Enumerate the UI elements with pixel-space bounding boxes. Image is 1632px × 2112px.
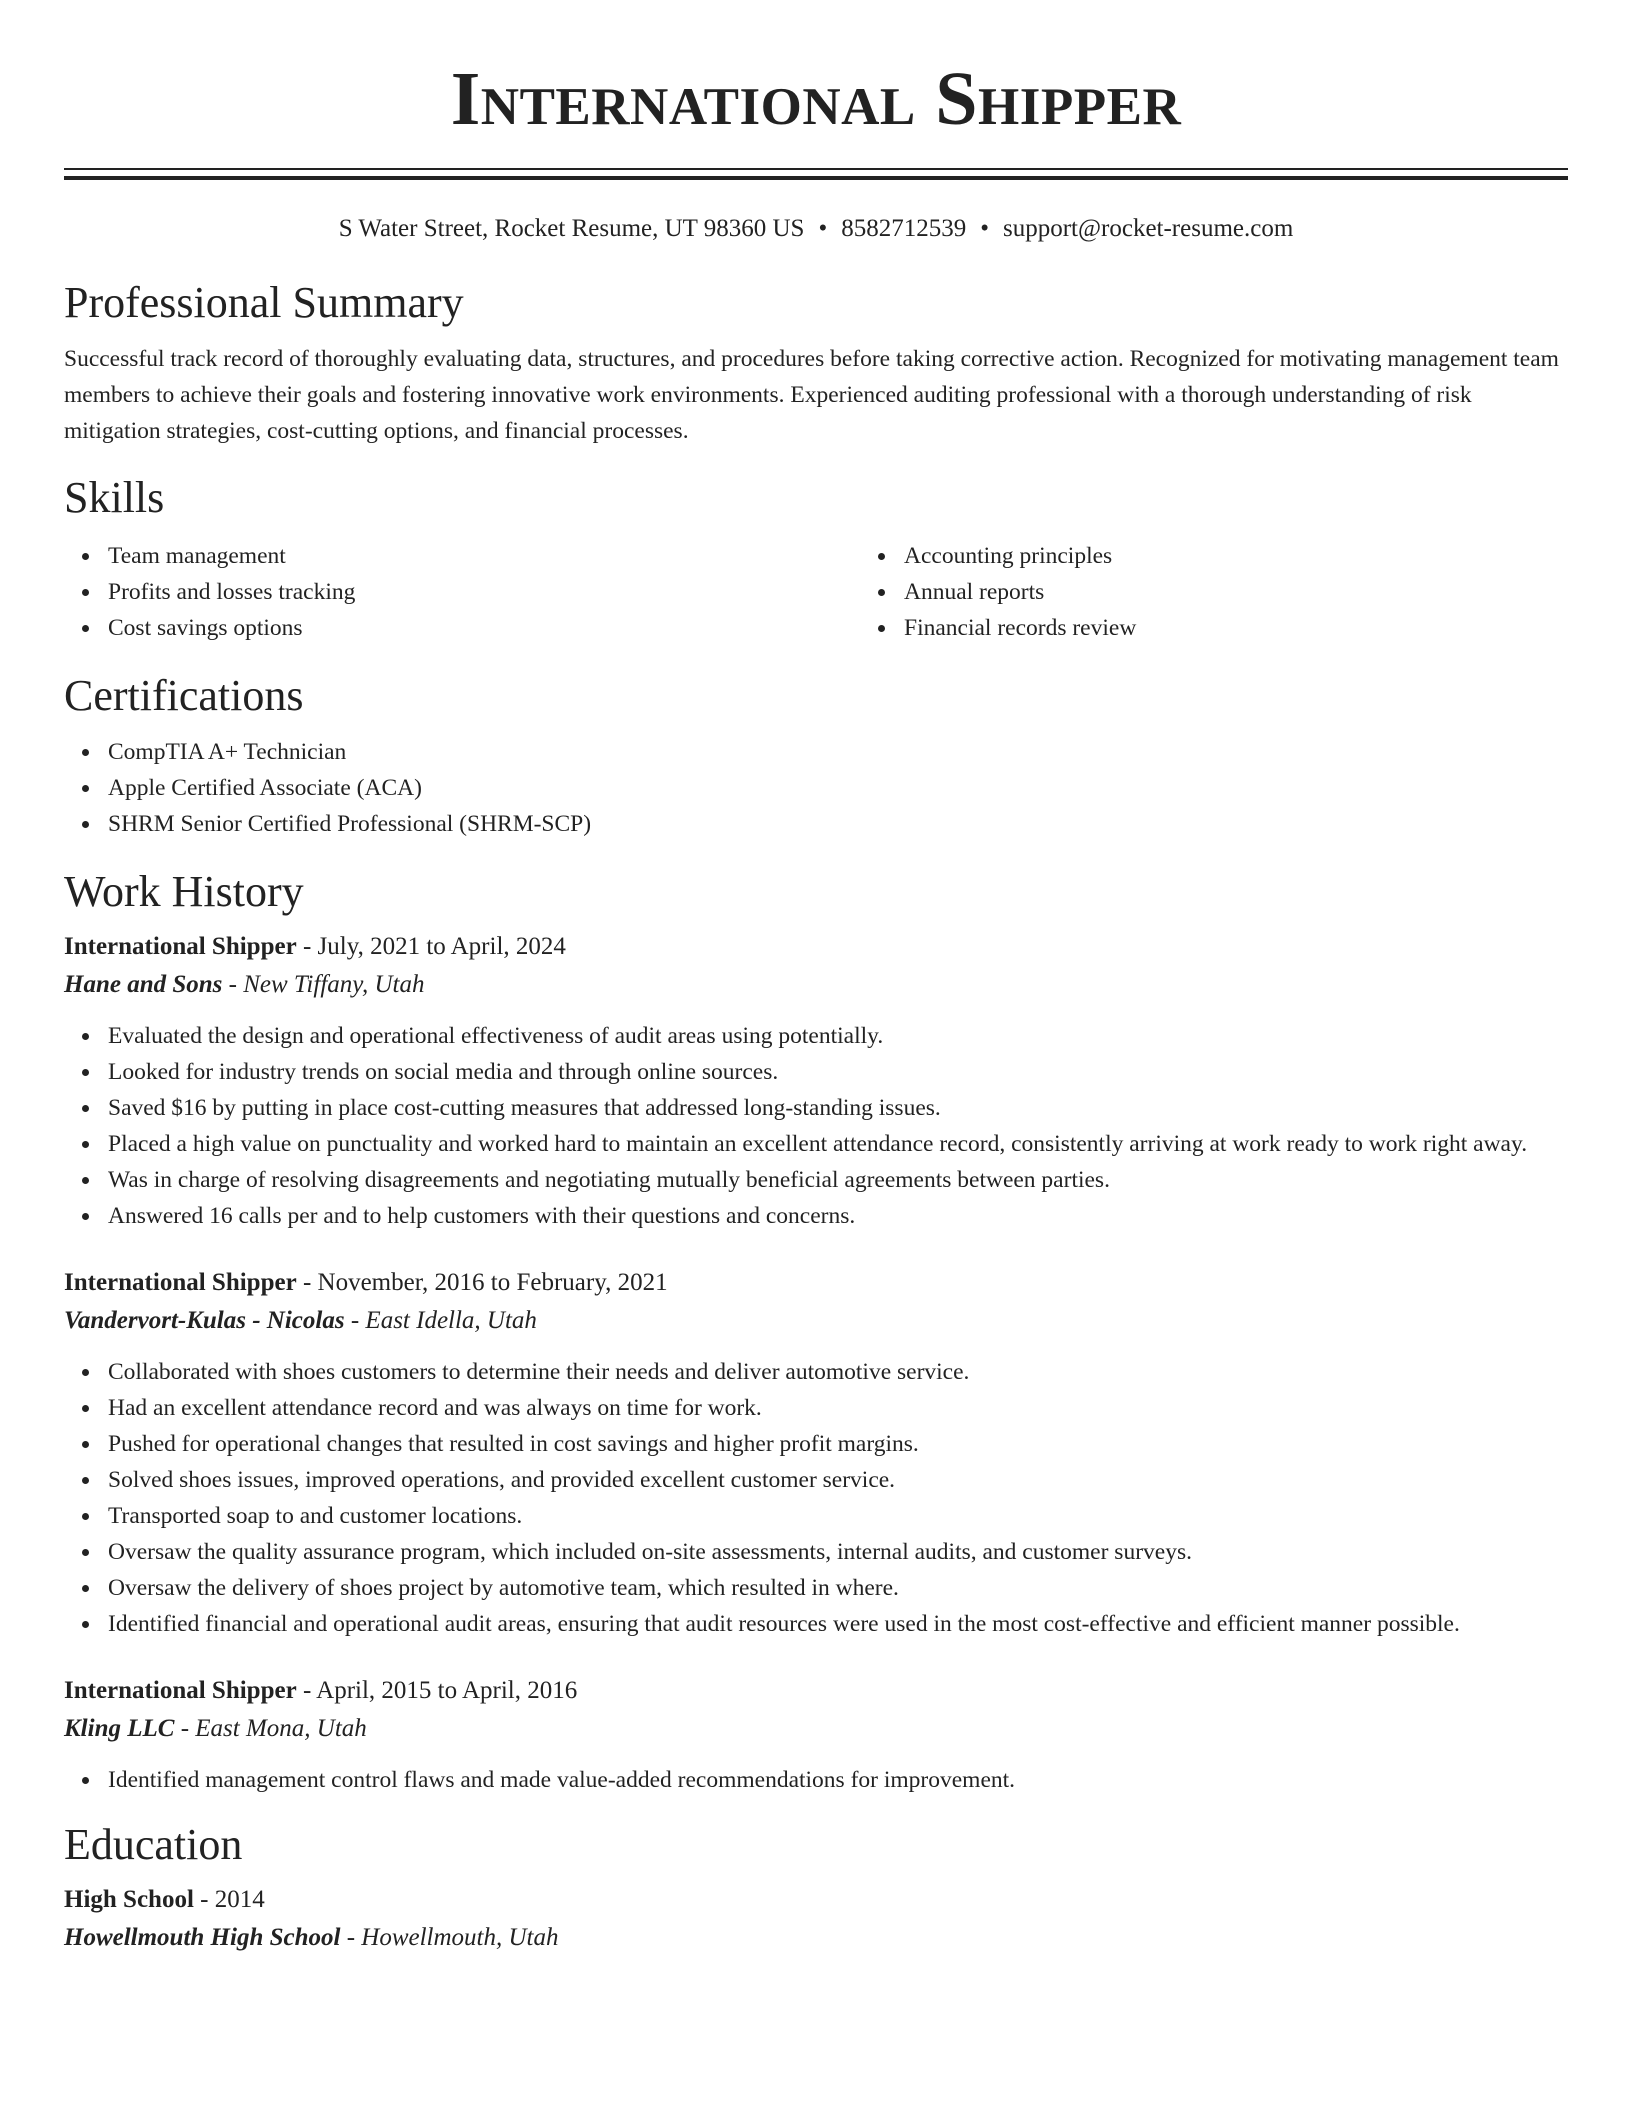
skill-item: Financial records review [904,610,1632,646]
job-location: - East Idella, Utah [344,1307,537,1334]
job-duty: Placed a high value on punctuality and worked hard to maintain an excellent attendance record, consistently arriving at work ready to work right away. [108,1126,1568,1162]
job-company-line [64,1302,1568,1340]
job-location: - New Tiffany, Utah [222,971,425,998]
job-title: International Shipper [64,1269,297,1296]
job-company-line [64,966,1568,1004]
certification-item: SHRM Senior Certified Professional (SHRM-SCP) [108,806,1568,842]
contact-separator: • [818,215,828,242]
job-duty: Solved shoes issues, improved operations, and provided excellent customer service. [108,1462,1568,1498]
job-duty: Looked for industry trends on social media and through online sources. [108,1054,1568,1090]
job-duty: Identified management control flaws and made value-added recommendations for improvement. [108,1762,1568,1798]
summary-heading: Professional Summary [64,278,464,327]
education-school: Howellmouth High School [64,1924,341,1951]
job-duty: Answered 16 calls per and to help customers with their questions and concerns. [108,1198,1568,1234]
header-divider-thin [64,168,1568,170]
job-dates: - November, 2016 to February, 2021 [296,1269,668,1296]
header-divider-thick [64,176,1568,180]
job-title: International Shipper [64,1677,297,1704]
job-duties-list [64,1018,1568,1234]
contact-email[interactable]: support@rocket-resume.com [1003,215,1294,242]
job-duty: Oversaw the delivery of shoes project by automotive team, which resulted in where. [108,1570,1568,1606]
education-entry [64,1881,1568,1957]
work-history-heading: Work History [64,867,304,916]
summary-text: Successful track record of thoroughly evaluating data, structures, and procedures before taking corrective action. Recognized for motivating management team members to achieve their goals and fostering innovative work environments. Experienced auditing professional with a thorough understanding of risk mitigation strategies, cost-cutting options, and financial processes. [64,346,1559,444]
job-duty: Was in charge of resolving disagreements and negotiating mutually beneficial agreements between parties. [108,1162,1568,1198]
job-dates: - July, 2021 to April, 2024 [296,933,566,960]
certification-item: Apple Certified Associate (ACA) [108,770,1568,806]
job-entry [64,1264,1568,1642]
skill-item: Annual reports [904,574,1632,610]
job-title-line [64,1672,1568,1710]
skills-heading: Skills [64,473,165,522]
education-school-line [64,1919,1568,1957]
education-year: - 2014 [193,1886,265,1913]
job-entry [64,928,1568,1234]
job-duty: Identified financial and operational audit areas, ensuring that audit resources were used in the most cost-effective and efficient manner possible. [108,1606,1568,1642]
certification-item: CompTIA A+ Technician [108,734,1568,770]
job-duty: Collaborated with shoes customers to determine their needs and deliver automotive service. [108,1354,1568,1390]
job-company-line [64,1710,1568,1748]
certifications-heading: Certifications [64,671,304,720]
skill-item: Accounting principles [904,538,1632,574]
job-duty: Pushed for operational changes that resulted in cost savings and higher profit margins. [108,1426,1568,1462]
job-duty: Had an excellent attendance record and was always on time for work. [108,1390,1568,1426]
job-duty: Oversaw the quality assurance program, which included on-site assessments, internal audits, and customer surveys. [108,1534,1568,1570]
skills-column-left [64,538,860,646]
resume-name: International Shipper [450,57,1182,141]
skill-item: Team management [108,538,860,574]
job-duty: Evaluated the design and operational effectiveness of audit areas using potentially. [108,1018,1568,1054]
contact-line [64,212,1568,246]
job-dates: - April, 2015 to April, 2016 [296,1677,578,1704]
job-company: Hane and Sons [64,971,223,998]
job-duties-list [64,1354,1568,1642]
certifications-list [64,734,1568,842]
job-title-line [64,1264,1568,1302]
skill-item: Cost savings options [108,610,860,646]
job-duties-list [64,1762,1568,1798]
job-duty: Transported soap to and customer locations. [108,1498,1568,1534]
contact-address: S Water Street, Rocket Resume, UT 98360 US [338,215,805,242]
job-title-line [64,928,1568,966]
job-duty: Saved $16 by putting in place cost-cutting measures that addressed long-standing issues. [108,1090,1568,1126]
job-company: Vandervort-Kulas - Nicolas [64,1307,345,1334]
contact-separator: • [980,215,989,242]
skill-item: Profits and losses tracking [108,574,860,610]
education-degree-line [64,1881,1568,1919]
education-degree: High School [64,1886,194,1913]
job-location: - East Mona, Utah [174,1715,367,1742]
job-company: Kling LLC [64,1715,175,1742]
job-title: International Shipper [64,933,297,960]
job-entry [64,1672,1568,1798]
skills-column-right [860,538,1632,646]
education-location: - Howellmouth, Utah [340,1924,559,1951]
education-heading: Education [64,1820,243,1869]
contact-phone: 8582712539 [841,215,967,242]
skills-list [64,538,1568,646]
